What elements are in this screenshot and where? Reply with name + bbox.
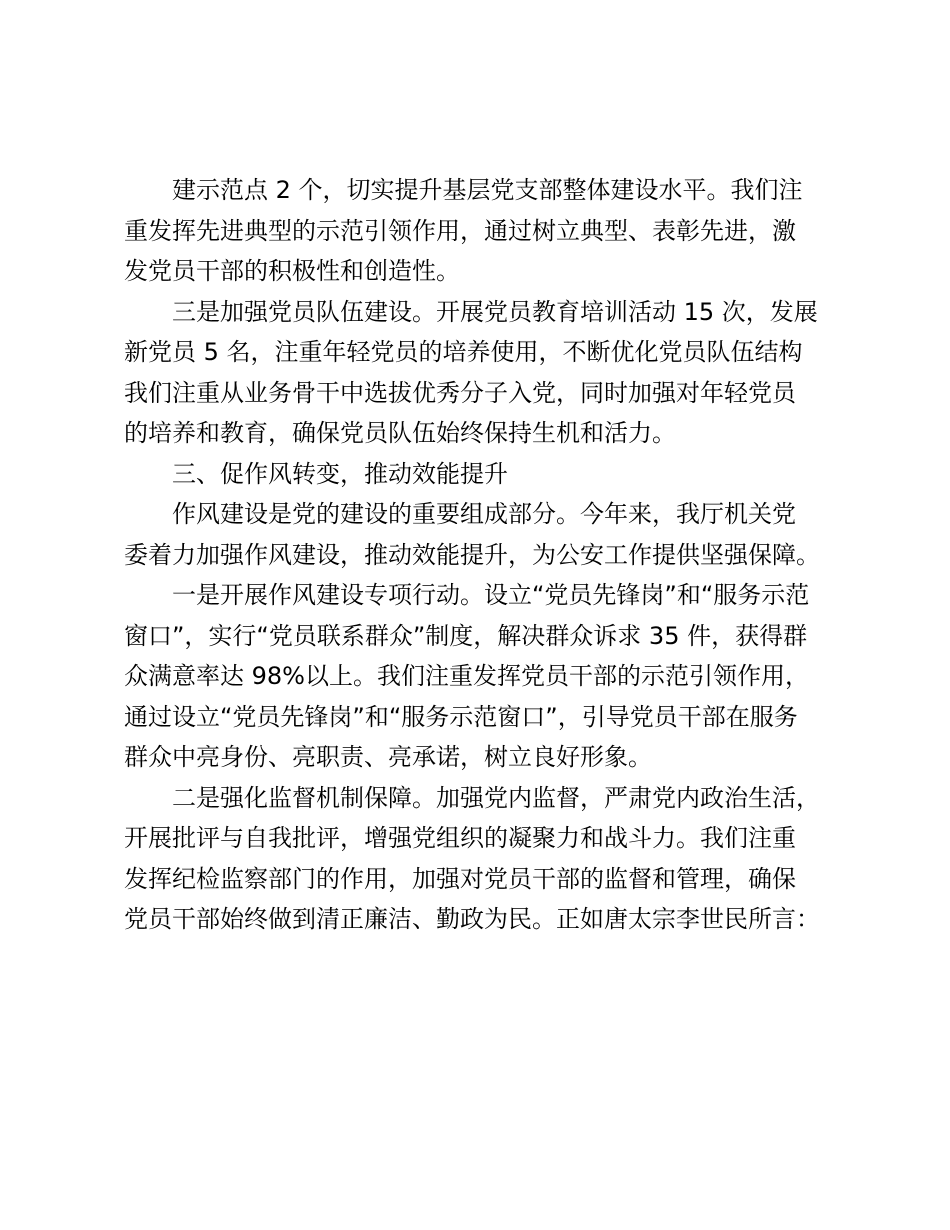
document-body	[124, 170, 836, 940]
paragraph-line: 发党员干部的积极性和创造性。	[124, 257, 460, 285]
paragraph-line: 通过设立“党员先锋岗”和“服务示范窗口”，引导党员干部在服务	[124, 702, 798, 731]
paragraph-line: 作风建设是党的建设的重要组成部分。今年来，我厅机关党	[172, 500, 796, 528]
paragraph-line: 一是开展作风建设专项行动。设立“党员先锋岗”和“服务示范	[172, 581, 810, 609]
paragraph-line: 新党员 5 名，注重年轻党员的培养使用，不断优化党员队伍结构	[124, 338, 803, 366]
paragraph-line: 发挥纪检监察部门的作用，加强对党员干部的监督和管理，确保	[124, 864, 796, 893]
paragraph-line: 我们注重从业务骨干中选拔优秀分子入党，同时加强对年轻党员	[124, 378, 796, 407]
paragraph-line: 的培养和教育，确保党员队伍始终保持生机和活力。	[124, 419, 676, 447]
paragraph-line: 党员干部始终做到清正廉洁、勤政为民。正如唐太宗李世民所言：	[124, 905, 820, 933]
paragraph-line: 建示范点 2 个，切实提升基层党支部整体建设水平。我们注	[172, 176, 803, 204]
paragraph-line: 众满意率达 98%以上。我们注重发挥党员干部的示范引领作用，	[124, 662, 809, 690]
paragraph-line: 开展批评与自我批评，增强党组织的凝聚力和战斗力。我们注重	[124, 824, 796, 852]
paragraph-line: 窗口”，实行“党员联系群众”制度，解决群众诉求 35 件，获得群	[124, 621, 808, 650]
paragraph-line: 重发挥先进典型的示范引领作用，通过树立典型、表彰先进，激	[124, 216, 796, 245]
section-heading: 三、促作风转变，推动效能提升	[172, 459, 508, 488]
paragraph-line: 群众中亮身份、亮职责、亮承诺，树立良好形象。	[124, 743, 652, 771]
paragraph-line: 委着力加强作风建设，推动效能提升，为公安工作提供坚强保障。	[124, 540, 820, 569]
paragraph-line: 二是强化监督机制保障。加强党内监督，严肃党内政治生活，	[172, 783, 820, 812]
paragraph-line: 三是加强党员队伍建设。开展党员教育培训活动 15 次，发展	[172, 297, 818, 326]
